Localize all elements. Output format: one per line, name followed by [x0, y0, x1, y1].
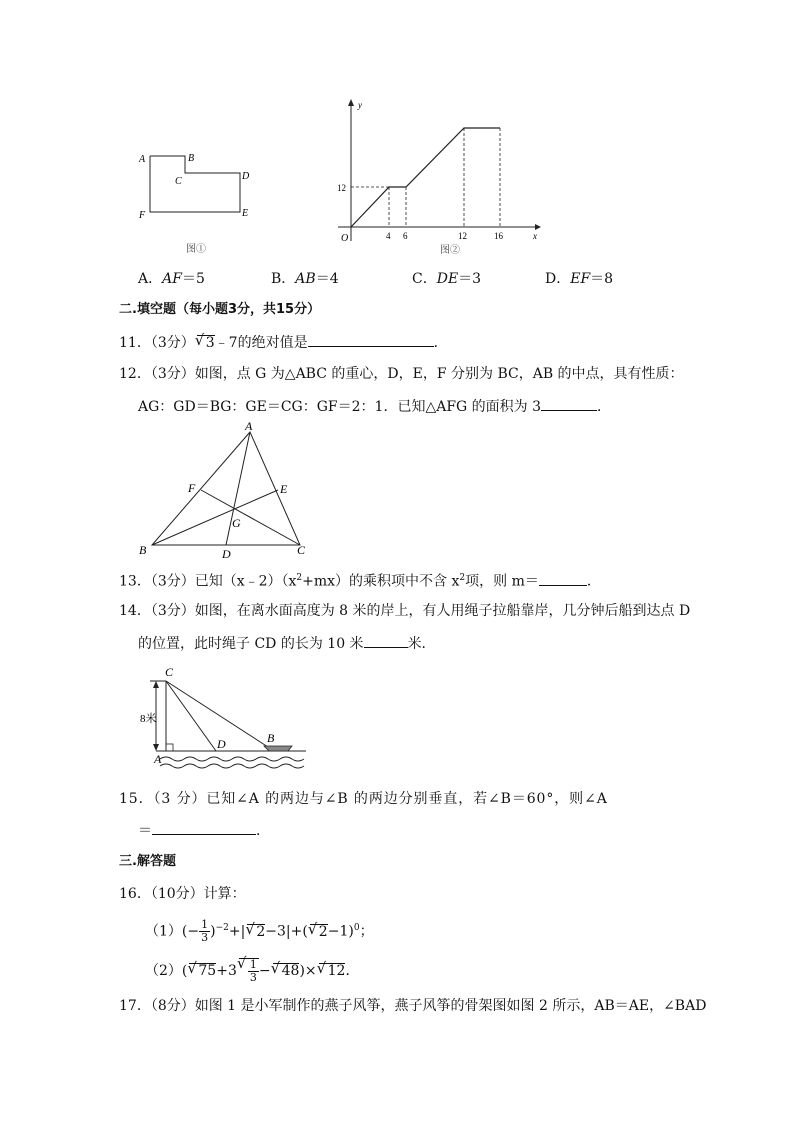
q14-label-B: B — [267, 731, 275, 745]
q16-part-1: （1）(− $\frac{1}{3}$ )$^{-2}$+|√ 2−3|+(√ 2−1)$^0$； — [145, 913, 374, 943]
q12-label-F: F — [188, 481, 196, 495]
q13: 13．（3分）已知$(x﹣2)(x^2+mx)$的乘积项中不含 $x^2$项，则 m＝ ． — [119, 573, 601, 590]
q16-title: 16．（10分）计算： — [119, 886, 246, 902]
q10-option-a: A．AF＝5 — [138, 271, 205, 287]
fig1-label-C: C — [175, 176, 182, 187]
q14-label-C: C — [165, 665, 174, 679]
q14-waves-2 — [160, 764, 304, 768]
fig1-label-A: A — [139, 154, 146, 165]
q12-answer-blank[interactable] — [541, 397, 597, 411]
q10-option-c: C．DE＝3 — [412, 271, 482, 287]
q16-p2-radical-frac — [239, 958, 259, 984]
q16-p2-radical-1: √ 75 — [189, 963, 216, 979]
q13-answer-blank[interactable] — [539, 572, 587, 586]
q11-answer-blank[interactable] — [308, 333, 434, 347]
q12-label-D: D — [222, 547, 231, 561]
q14-waves-1 — [160, 757, 304, 761]
q16-p1-fraction: $\frac{1}{3}$ — [201, 918, 209, 945]
fig2-caption: 图② — [440, 245, 460, 256]
fig2-x-tick-12: 12 — [458, 231, 467, 241]
q15-line-2: ＝ ． — [138, 823, 270, 839]
q12-label-G: G — [232, 516, 241, 530]
q11: 11．（3分）√ 3﹣7的绝对值是 ． — [119, 333, 448, 352]
q14-line-1: 14．（3分）如图，在离水面高度为 8 米的岸上，有人用绳子拉船靠岸，几分钟后船到达点 D — [119, 603, 691, 619]
q12-label-B: B — [139, 543, 147, 557]
fig2-origin-label: O — [341, 233, 349, 244]
q16-p1-radical-2: √ 2 — [310, 924, 328, 940]
q14-dim-arrow-top — [153, 681, 159, 688]
q14-label-D: D — [217, 737, 226, 751]
q15-line-1: 15．（3 分）已知∠A 的两边与∠B 的两边分别垂直，若∠B＝60°，则∠A — [119, 791, 608, 807]
figure-2 — [330, 96, 550, 260]
q16-p1-radical-1: √ 2 — [247, 924, 265, 940]
q14-line-2: 的位置，此时绳子 CD 的长为 10 米 米． — [138, 636, 436, 652]
q10-option-d: D．EF＝8 — [545, 271, 614, 287]
fig2-x-tick-4: 4 — [386, 231, 391, 241]
fig2-graph-line — [351, 128, 500, 227]
fig1-polygon — [150, 156, 240, 212]
q12-label-E: E — [280, 482, 288, 496]
q14-height-label: 8米 — [140, 713, 157, 725]
fig2-axis-x-label: x — [533, 231, 537, 241]
q14-label-A: A — [154, 752, 162, 766]
fig2-x-tick-16: 16 — [494, 231, 503, 241]
fig1-label-B: B — [188, 153, 195, 164]
section-2-heading: 二.填空题（每小题3分，共15分） — [119, 302, 321, 317]
q14-right-angle — [166, 744, 173, 751]
q12-triangle-figure — [132, 420, 322, 562]
q10-option-b: B．AB＝4 — [271, 271, 339, 287]
fig1-caption: 图① — [186, 244, 206, 255]
q16-p2-radical-2: √ 48 — [273, 963, 300, 979]
fig2-x-arrow — [535, 224, 541, 230]
fig2-y-tick-12: 12 — [337, 183, 346, 193]
fig1-label-D: D — [242, 171, 250, 182]
q14-dim-arrow-bottom — [153, 744, 159, 751]
q14-answer-blank[interactable] — [364, 634, 408, 648]
q14-rope-CD — [166, 681, 216, 751]
q14-boat-figure — [136, 664, 311, 774]
q12-line-2: AG：GD＝BG：GE＝CG：GF＝2：1．已知△AFG 的面积为 3 ． — [138, 399, 612, 415]
q16-part-2: （2）(√ 75+3 √ $\frac{1}{3}$ −√ 48)×√ 12． — [145, 955, 359, 987]
q16-p2-radical-3: √ 12 — [319, 963, 346, 979]
fig2-axis-y-label: y — [358, 100, 362, 110]
fig2-y-arrow — [348, 99, 354, 106]
q12-label-C: C — [297, 543, 306, 557]
q14-boat — [264, 746, 292, 751]
q12-label-A: A — [245, 420, 253, 433]
section-3-heading: 三.解答题 — [119, 854, 176, 869]
figure-1 — [130, 140, 260, 260]
fig1-label-F: F — [139, 210, 146, 221]
q11-radical: √ 3 — [197, 335, 215, 351]
q12-triangle — [152, 432, 300, 545]
fig2-x-tick-6: 6 — [403, 231, 408, 241]
q16-p2-fraction: √ $\frac{1}{3}$ — [249, 957, 257, 984]
fig1-label-E: E — [242, 208, 249, 219]
q15-answer-blank[interactable] — [152, 821, 256, 835]
q12-line-1: 12．（3分）如图，点 G 为△ABC 的重心，D，E，F 分别为 BC，AB 的中点，具有性质： — [119, 366, 684, 382]
q17-line-1: 17．（8分）如图 1 是小军制作的燕子风筝，燕子风筝的骨架图如图 2 所示，AB＝AE，∠BAD — [119, 998, 707, 1014]
